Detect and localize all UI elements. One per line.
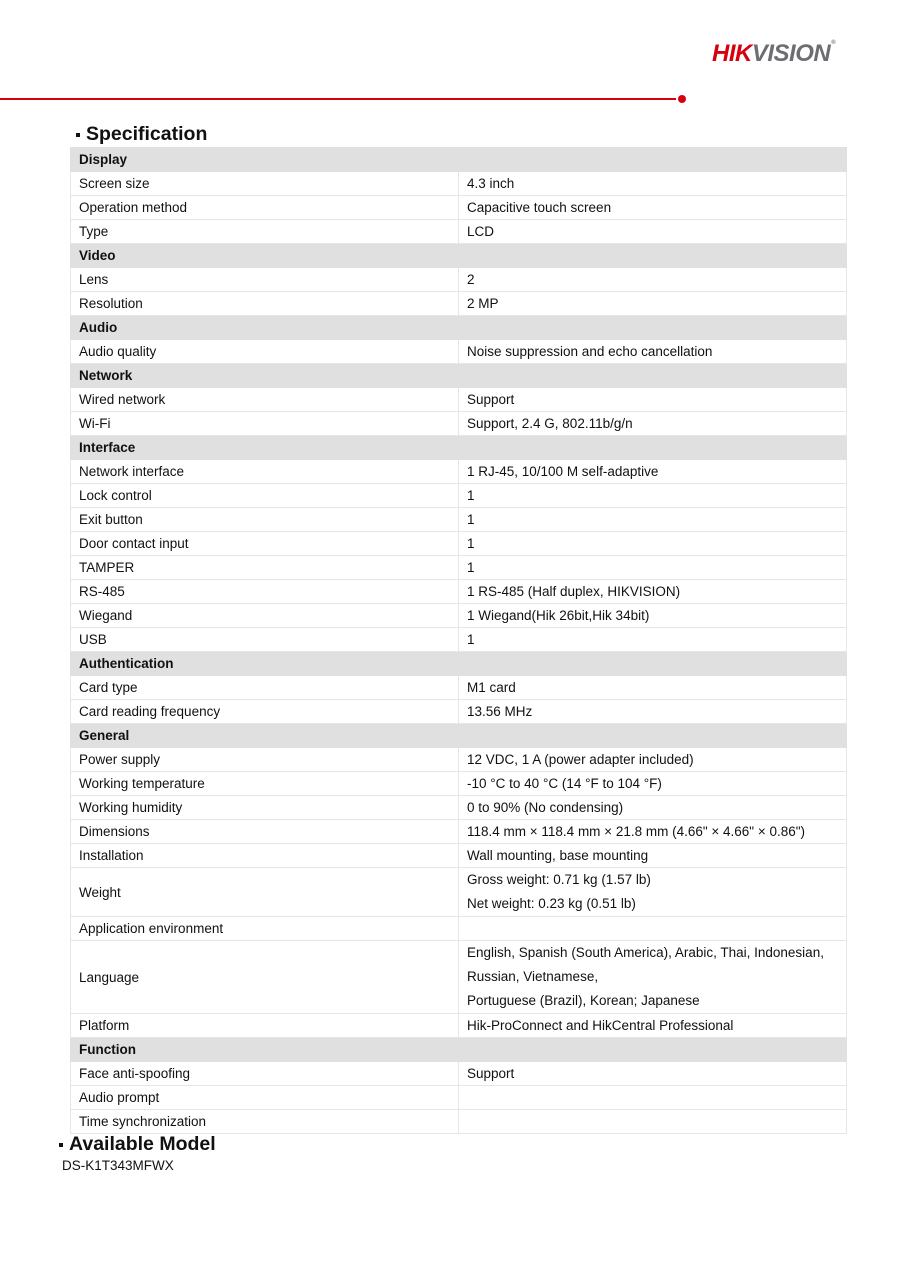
available-model-title: Available Model — [69, 1133, 216, 1155]
spec-value-line: 118.4 mm × 118.4 mm × 21.8 mm (4.66" × 4.66" × 0.86") — [467, 824, 806, 839]
available-model-heading — [59, 1133, 216, 1156]
spec-label: RS-485 — [71, 580, 459, 604]
header-divider-line — [0, 98, 676, 100]
category-heading: Function — [71, 1038, 847, 1062]
spec-label: Application environment — [71, 917, 459, 941]
spec-label: Screen size — [71, 172, 459, 196]
spec-value — [459, 220, 847, 244]
spec-value-line: Noise suppression and echo cancellation — [467, 344, 713, 359]
spec-row — [71, 508, 847, 532]
spec-row — [71, 340, 847, 364]
spec-value-line: Support, 2.4 G, 802.11b/g/n — [467, 416, 633, 431]
spec-value-line: 1 Wiegand(Hik 26bit,Hik 34bit) — [467, 608, 650, 623]
spec-value-line: 13.56 MHz — [467, 704, 533, 719]
spec-label: Resolution — [71, 292, 459, 316]
spec-label: Working temperature — [71, 772, 459, 796]
logo-red-text: HIK — [712, 40, 752, 67]
spec-row — [71, 676, 847, 700]
spec-value-line: Wall mounting, base mounting — [467, 848, 649, 863]
spec-value-line: Gross weight: 0.71 kg (1.57 lb) — [467, 872, 651, 887]
spec-value-line: 0 to 90% (No condensing) — [467, 800, 624, 815]
spec-value-line: -10 °C to 40 °C (14 °F to 104 °F) — [467, 776, 662, 791]
spec-value — [459, 1062, 847, 1086]
spec-value-line — [467, 917, 846, 940]
spec-value-line: 1 RS-485 (Half duplex, HIKVISION) — [467, 584, 681, 599]
spec-label: Wi-Fi — [71, 412, 459, 436]
hikvision-logo — [712, 40, 835, 68]
spec-value — [459, 508, 847, 532]
spec-value-line: Support — [467, 1066, 515, 1081]
spec-label: Power supply — [71, 748, 459, 772]
category-heading: Authentication — [71, 652, 847, 676]
spec-value-line: Hik-ProConnect and HikCentral Professional — [467, 1018, 734, 1033]
spec-label: Card type — [71, 676, 459, 700]
category-row — [71, 364, 847, 388]
category-heading: Audio — [71, 316, 847, 340]
spec-value-line: 1 — [467, 560, 475, 575]
registered-mark: ® — [831, 40, 836, 46]
category-heading: Display — [71, 148, 847, 172]
spec-value-line — [467, 1110, 846, 1133]
specification-heading — [76, 123, 207, 146]
spec-value — [459, 340, 847, 364]
spec-value — [459, 917, 847, 941]
spec-label: Lock control — [71, 484, 459, 508]
spec-value-line: 1 — [467, 512, 475, 527]
spec-row — [71, 700, 847, 724]
spec-value-line: Portuguese (Brazil), Korean; Japanese — [467, 993, 700, 1008]
category-heading: Video — [71, 244, 847, 268]
spec-label: Exit button — [71, 508, 459, 532]
category-heading: Network — [71, 364, 847, 388]
spec-row — [71, 580, 847, 604]
spec-value — [459, 748, 847, 772]
spec-label: Operation method — [71, 196, 459, 220]
header-divider-dot — [678, 95, 686, 103]
spec-value — [459, 196, 847, 220]
spec-value — [459, 820, 847, 844]
spec-label: Weight — [71, 868, 459, 917]
spec-value — [459, 1086, 847, 1110]
spec-row — [71, 917, 847, 941]
spec-label: Face anti-spoofing — [71, 1062, 459, 1086]
category-heading: Interface — [71, 436, 847, 460]
spec-value-line: 2 MP — [467, 296, 499, 311]
spec-row — [71, 460, 847, 484]
spec-value — [459, 628, 847, 652]
spec-value — [459, 268, 847, 292]
spec-value — [459, 676, 847, 700]
spec-value-line: 1 — [467, 536, 475, 551]
spec-value — [459, 1110, 847, 1134]
spec-value-line: English, Spanish (South America), Arabic, Thai, Indonesian, Russian, Vietnamese, — [467, 945, 824, 984]
spec-label: Network interface — [71, 460, 459, 484]
spec-value — [459, 292, 847, 316]
bullet-icon — [59, 1143, 63, 1147]
spec-label: Card reading frequency — [71, 700, 459, 724]
spec-row — [71, 941, 847, 1014]
spec-row — [71, 772, 847, 796]
spec-row — [71, 1062, 847, 1086]
spec-row — [71, 172, 847, 196]
spec-label: Language — [71, 941, 459, 1014]
spec-row — [71, 484, 847, 508]
category-row — [71, 244, 847, 268]
spec-value — [459, 172, 847, 196]
spec-value — [459, 772, 847, 796]
category-row — [71, 724, 847, 748]
spec-value — [459, 532, 847, 556]
spec-value — [459, 484, 847, 508]
spec-label: Dimensions — [71, 820, 459, 844]
model-number: DS-K1T343MFWX — [62, 1158, 174, 1173]
spec-value — [459, 556, 847, 580]
spec-row — [71, 220, 847, 244]
spec-value-line — [467, 1086, 846, 1109]
spec-value-line: 2 — [467, 272, 475, 287]
spec-label: Wiegand — [71, 604, 459, 628]
spec-label: Type — [71, 220, 459, 244]
spec-label: Lens — [71, 268, 459, 292]
spec-row — [71, 412, 847, 436]
spec-row — [71, 796, 847, 820]
spec-row — [71, 868, 847, 917]
spec-label: Door contact input — [71, 532, 459, 556]
category-row — [71, 148, 847, 172]
spec-value — [459, 412, 847, 436]
spec-value — [459, 1014, 847, 1038]
category-row — [71, 316, 847, 340]
spec-value — [459, 388, 847, 412]
spec-value — [459, 604, 847, 628]
spec-label: USB — [71, 628, 459, 652]
spec-row — [71, 604, 847, 628]
spec-row — [71, 1110, 847, 1134]
spec-row — [71, 556, 847, 580]
spec-value-line: Net weight: 0.23 kg (0.51 lb) — [467, 896, 636, 911]
spec-row — [71, 268, 847, 292]
spec-label: Platform — [71, 1014, 459, 1038]
spec-value — [459, 580, 847, 604]
category-heading: General — [71, 724, 847, 748]
spec-label: TAMPER — [71, 556, 459, 580]
spec-label: Working humidity — [71, 796, 459, 820]
spec-value — [459, 796, 847, 820]
spec-value-line: Capacitive touch screen — [467, 200, 612, 215]
spec-label: Audio quality — [71, 340, 459, 364]
spec-row — [71, 748, 847, 772]
spec-row — [71, 820, 847, 844]
spec-value-line: 12 VDC, 1 A (power adapter included) — [467, 752, 694, 767]
bullet-icon — [76, 133, 80, 137]
spec-value-line: 1 — [467, 488, 475, 503]
spec-label: Time synchronization — [71, 1110, 459, 1134]
spec-value — [459, 941, 847, 1014]
spec-row — [71, 628, 847, 652]
category-row — [71, 436, 847, 460]
spec-value-line: Support — [467, 392, 515, 407]
spec-value-line: 1 — [467, 632, 475, 647]
spec-row — [71, 844, 847, 868]
spec-row — [71, 196, 847, 220]
spec-value-line: 4.3 inch — [467, 176, 515, 191]
spec-label: Installation — [71, 844, 459, 868]
spec-value — [459, 700, 847, 724]
spec-row — [71, 1014, 847, 1038]
category-row — [71, 652, 847, 676]
spec-row — [71, 1086, 847, 1110]
spec-label: Wired network — [71, 388, 459, 412]
spec-value-line: M1 card — [467, 680, 516, 695]
spec-value-line: LCD — [467, 224, 495, 239]
spec-row — [71, 292, 847, 316]
specification-title: Specification — [86, 123, 208, 145]
specification-table — [70, 147, 847, 1134]
spec-value — [459, 460, 847, 484]
spec-value — [459, 868, 847, 917]
spec-value-line: 1 RJ-45, 10/100 M self-adaptive — [467, 464, 659, 479]
logo-gray-text: VISION — [751, 40, 831, 67]
category-row — [71, 1038, 847, 1062]
spec-label: Audio prompt — [71, 1086, 459, 1110]
spec-value — [459, 844, 847, 868]
spec-row — [71, 532, 847, 556]
spec-row — [71, 388, 847, 412]
